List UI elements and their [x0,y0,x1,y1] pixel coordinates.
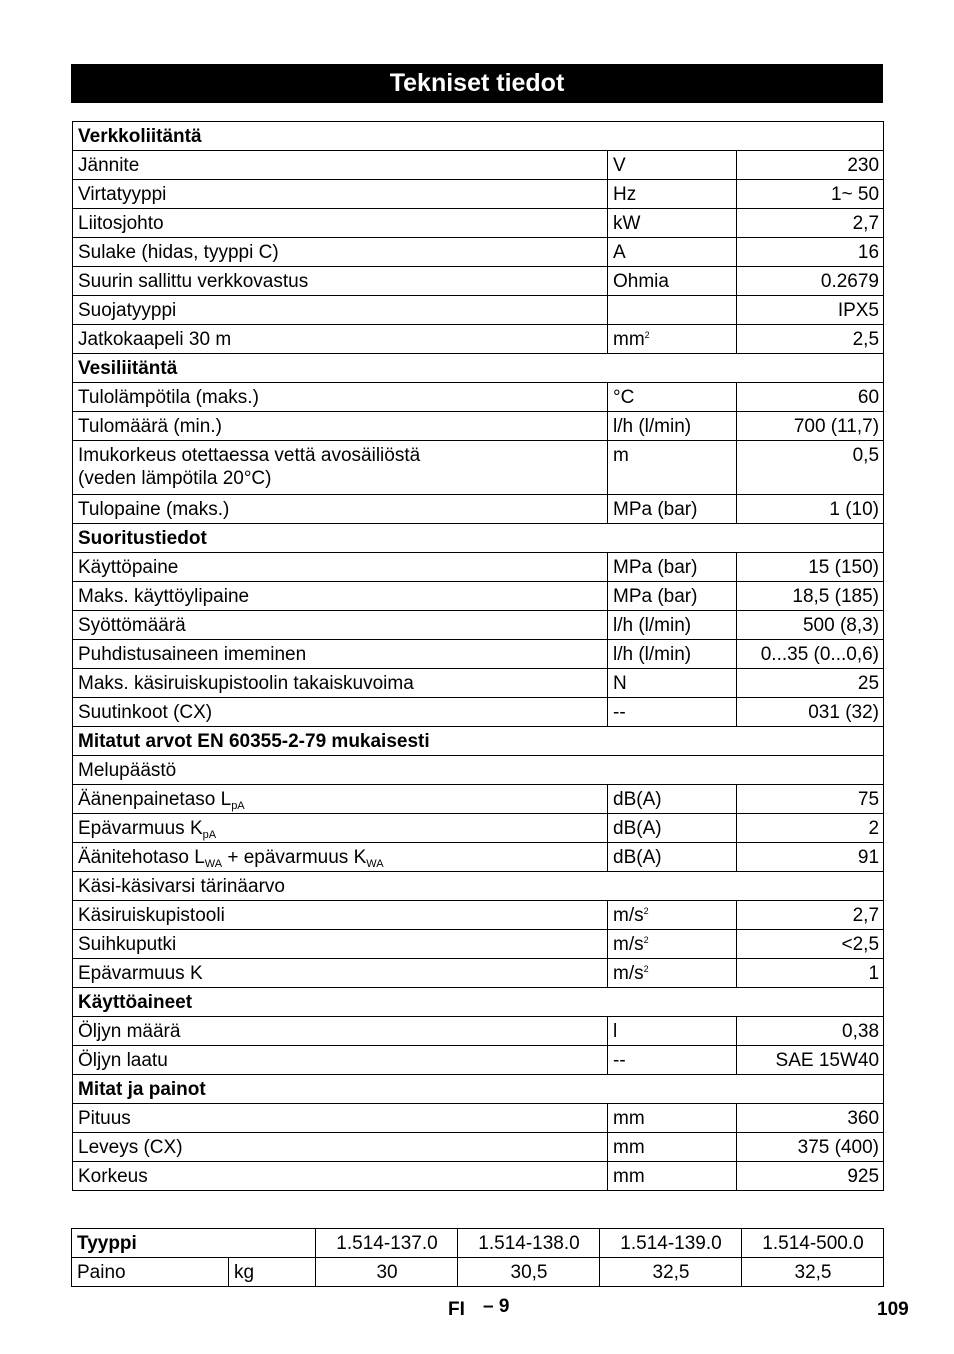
unit-superscript: 2 [643,906,649,916]
subheading: Melupäästö [73,756,884,785]
row-label [73,1046,608,1075]
row-label [73,267,608,296]
row-label [73,180,608,209]
table-row [73,959,884,988]
row-label [73,238,608,267]
unit-text: dB(A) [613,847,662,868]
row-unit [608,814,737,843]
label-subscript: WA [204,858,223,870]
row-label [73,209,608,238]
label-text: Äänitehotaso L [78,847,205,868]
row-label [73,151,608,180]
table-row [73,785,884,814]
model-weight-table [71,1228,884,1287]
table-row [73,1133,884,1162]
row-unit [608,325,737,354]
row-unit [608,582,737,611]
label-text: Liitosjohto [78,213,164,234]
row-value: 2 [737,814,884,843]
row-value: IPX5 [737,296,884,325]
type-label: Tyyppi [72,1229,316,1258]
label-text: Pituus [78,1108,131,1129]
weight-unit: kg [229,1258,316,1287]
row-unit [608,1162,737,1191]
unit-text: l/h (l/min) [613,644,692,665]
row-label [73,669,608,698]
unit-text: m/s [613,905,644,926]
unit-text: mm [613,329,645,350]
unit-text: kW [613,213,641,234]
row-unit [608,843,737,872]
label-text: Imukorkeus otettaessa vettä avosäiliöstä [78,445,421,466]
label-subscript: WA [366,858,384,870]
row-label [73,1133,608,1162]
table-row [73,1017,884,1046]
row-value: 1 [737,959,884,988]
footer-page-number: 109 [877,1299,909,1320]
unit-text: mm [613,1137,645,1158]
table-row [73,611,884,640]
label-text: + epävarmuus K [222,847,367,868]
table-row [73,1104,884,1133]
table-row [73,1046,884,1075]
row-label [73,582,608,611]
row-value: 2,7 [737,209,884,238]
row-value: 031 (32) [737,698,884,727]
row-label [73,441,608,495]
unit-text: m/s [613,934,644,955]
row-value: 0...35 (0...0,6) [737,640,884,669]
section-title: Mitatut arvot EN 60355-2-79 mukaisesti [73,727,884,756]
unit-text: l/h (l/min) [613,416,692,437]
table-row [73,383,884,412]
row-unit [608,441,737,495]
table-row [73,296,884,325]
row-unit [608,267,737,296]
label-text: Tulomäärä (min.) [78,416,222,437]
unit-text: dB(A) [613,818,662,839]
row-unit [608,1104,737,1133]
model-number: 1.514-500.0 [742,1229,884,1258]
label-text: Äänenpainetaso L [78,789,232,810]
label-text-line2: (veden lämpötila 20°C) [78,468,272,489]
label-text: Suutinkoot (CX) [78,702,213,723]
row-unit [608,383,737,412]
label-text: Syöttömäärä [78,615,186,636]
row-unit [608,495,737,524]
unit-text: Ohmia [613,271,669,292]
table-row [73,756,884,785]
label-text: Jatkokaapeli 30 m [78,329,232,350]
weight-value: 32,5 [600,1258,742,1287]
footer-section-page: – 9 [483,1296,510,1317]
row-unit [608,180,737,209]
row-value: 91 [737,843,884,872]
row-label [73,814,608,843]
row-unit [608,1017,737,1046]
table-row [73,267,884,296]
model-number: 1.514-137.0 [316,1229,458,1258]
label-text: Leveys (CX) [78,1137,183,1158]
row-label [73,930,608,959]
label-text: Öljyn määrä [78,1021,181,1042]
section-row [73,524,884,553]
label-text: Korkeus [78,1166,148,1187]
table-row [73,209,884,238]
row-value: 0,38 [737,1017,884,1046]
row-value: 60 [737,383,884,412]
table-row [73,553,884,582]
label-text: Suojatyyppi [78,300,177,321]
page-title: Tekniset tiedot [71,64,883,103]
table-row [73,1162,884,1191]
label-text: Maks. käyttöylipaine [78,586,250,607]
unit-text: l/h (l/min) [613,615,692,636]
unit-superscript: 2 [644,330,650,340]
row-unit [608,296,737,325]
row-label [73,901,608,930]
label-text: Käyttöpaine [78,557,179,578]
unit-text: dB(A) [613,789,662,810]
row-value: 925 [737,1162,884,1191]
row-value: 25 [737,669,884,698]
table-row [73,901,884,930]
section-row [73,354,884,383]
row-unit [608,959,737,988]
row-value: 2,7 [737,901,884,930]
row-label [73,1017,608,1046]
row-unit [608,669,737,698]
label-text: Tulopaine (maks.) [78,499,230,520]
unit-superscript: 2 [643,935,649,945]
row-label [73,843,608,872]
row-label [73,495,608,524]
label-text: Epävarmuus K [78,818,203,839]
footer-language: FI [448,1299,465,1320]
row-label [73,611,608,640]
unit-text: mm [613,1108,645,1129]
row-label [73,383,608,412]
row-unit [608,930,737,959]
row-label [73,785,608,814]
unit-text: m [613,445,629,466]
section-row [73,727,884,756]
row-label [73,325,608,354]
table-row [73,669,884,698]
row-unit [608,151,737,180]
technical-data-table [72,121,884,1191]
weight-label: Paino [72,1258,229,1287]
row-label [73,698,608,727]
section-title: Suoritustiedot [73,524,884,553]
model-number: 1.514-139.0 [600,1229,742,1258]
unit-text: -- [613,1050,626,1071]
row-value: 360 [737,1104,884,1133]
row-value: 15 (150) [737,553,884,582]
row-value: 375 (400) [737,1133,884,1162]
unit-superscript: 2 [643,964,649,974]
row-unit [608,553,737,582]
row-value: 2,5 [737,325,884,354]
label-text: Suurin sallittu verkkovastus [78,271,309,292]
row-label [73,412,608,441]
section-row [73,1075,884,1104]
subheading: Käsi-käsivarsi tärinäarvo [73,872,884,901]
weight-row [72,1258,884,1287]
weight-value: 30,5 [458,1258,600,1287]
table-row [73,151,884,180]
row-value: SAE 15W40 [737,1046,884,1075]
unit-text: MPa (bar) [613,499,698,520]
table-row [73,412,884,441]
row-value: 700 (11,7) [737,412,884,441]
table-row [73,582,884,611]
row-value: 1~ 50 [737,180,884,209]
row-unit [608,698,737,727]
row-value: 18,5 (185) [737,582,884,611]
row-value: 230 [737,151,884,180]
label-text: Virtatyyppi [78,184,167,205]
row-label [73,959,608,988]
label-subscript: pA [202,829,217,841]
table-row [73,843,884,872]
label-text: Tulolämpötila (maks.) [78,387,259,408]
row-unit [608,785,737,814]
row-unit [608,209,737,238]
table-row [73,640,884,669]
unit-text: MPa (bar) [613,557,698,578]
row-unit [608,412,737,441]
table-row [73,325,884,354]
table-row [73,814,884,843]
row-label [73,553,608,582]
row-value: <2,5 [737,930,884,959]
row-label [73,1162,608,1191]
section-title: Mitat ja painot [73,1075,884,1104]
row-value: 500 (8,3) [737,611,884,640]
table-row [73,238,884,267]
row-label [73,296,608,325]
row-unit [608,640,737,669]
label-text: Maks. käsiruiskupistoolin takaiskuvoima [78,673,414,694]
unit-text: MPa (bar) [613,586,698,607]
row-value: 75 [737,785,884,814]
row-value: 16 [737,238,884,267]
model-number: 1.514-138.0 [458,1229,600,1258]
unit-text: mm [613,1166,645,1187]
section-row [73,122,884,151]
label-text: Suihkuputki [78,934,177,955]
table-row [73,495,884,524]
table-row [73,872,884,901]
row-label [73,1104,608,1133]
section-title: Verkkoliitäntä [73,122,884,151]
label-text: Öljyn laatu [78,1050,168,1071]
table-row [73,698,884,727]
unit-text: m/s [613,963,644,984]
unit-text: Hz [613,184,637,205]
unit-text: l [613,1021,618,1042]
section-title: Vesiliitäntä [73,354,884,383]
row-unit [608,1133,737,1162]
section-row [73,988,884,1017]
label-text: Jännite [78,155,140,176]
row-unit [608,901,737,930]
table-row [73,441,884,495]
label-subscript: pA [231,800,245,812]
label-text: Puhdistusaineen imeminen [78,644,307,665]
label-text: Käsiruiskupistooli [78,905,225,926]
row-unit [608,611,737,640]
row-value: 1 (10) [737,495,884,524]
section-title: Käyttöaineet [73,988,884,1017]
table-row [73,930,884,959]
weight-value: 32,5 [742,1258,884,1287]
row-value: 0,5 [737,441,884,495]
unit-text: N [613,673,627,694]
unit-text: °C [613,387,635,408]
label-text: Epävarmuus K [78,963,203,984]
unit-text: A [613,242,626,263]
unit-text: V [613,155,626,176]
row-unit [608,1046,737,1075]
label-text: Sulake (hidas, tyyppi C) [78,242,279,263]
row-unit [608,238,737,267]
table-row [73,180,884,209]
unit-text: -- [613,702,626,723]
row-label [73,640,608,669]
row-value: 0.2679 [737,267,884,296]
weight-value: 30 [316,1258,458,1287]
type-row [72,1229,884,1258]
